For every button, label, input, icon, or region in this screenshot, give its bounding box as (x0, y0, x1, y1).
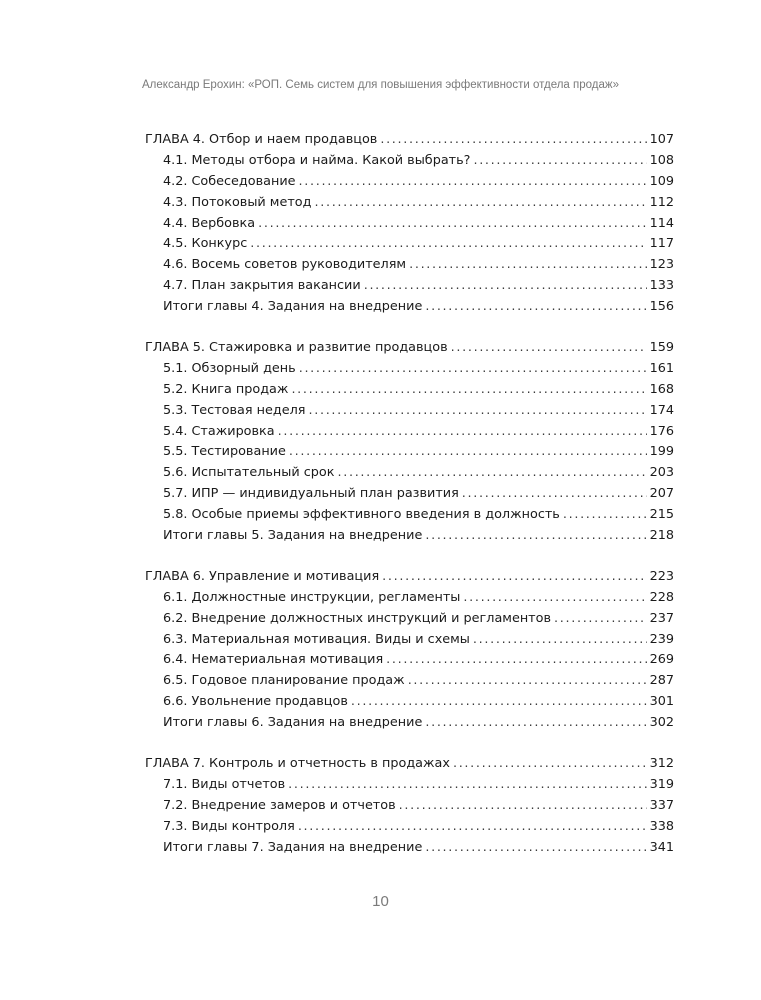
dot-leader (337, 463, 646, 484)
dot-leader (563, 505, 647, 526)
dot-leader (425, 526, 646, 547)
section-entry-page: 199 (649, 444, 674, 460)
chapter-entry-title: ГЛАВА 7. Контроль и отчетность в продажах (145, 756, 450, 772)
section-entry (145, 484, 674, 505)
chapter-entry (145, 338, 674, 359)
section-entry-page: 156 (649, 299, 674, 315)
dot-leader (308, 401, 646, 422)
section-entry (145, 609, 674, 630)
section-entry-page: 174 (649, 402, 674, 418)
section-entry (145, 442, 674, 463)
dot-leader (299, 359, 647, 380)
chapter-entry-title: ГЛАВА 6. Управление и мотивация (145, 568, 380, 584)
section-entry-title: 4.7. План закрытия вакансии (163, 278, 361, 294)
section-entry-page: 114 (649, 215, 674, 231)
dot-leader (298, 817, 647, 838)
section-entry-title: 5.4. Стажировка (163, 423, 275, 439)
section-entry (145, 588, 674, 609)
section-entry (145, 713, 674, 734)
page-number: 10 (372, 893, 389, 910)
section-entry (145, 172, 674, 193)
chapter-entry (145, 130, 674, 151)
section-entry-title: Итоги главы 6. Задания на внедрение (163, 715, 423, 731)
section-entry-title: 5.3. Тестовая неделя (163, 402, 306, 418)
dot-leader (250, 234, 646, 255)
dot-leader (425, 713, 646, 734)
section-entry (145, 630, 674, 651)
dot-leader (451, 338, 647, 359)
dot-leader (299, 172, 647, 193)
chapter-entry-page: 159 (649, 340, 674, 356)
section-entry-title: 4.6. Восемь советов руководителям (163, 257, 407, 273)
chapter-entry-page: 107 (649, 132, 674, 147)
section-entry-title: 4.5. Конкурс (163, 236, 248, 252)
section-entry-title: 5.6. Испытательный срок (163, 465, 335, 481)
section-entry-page: 301 (649, 694, 674, 710)
section-entry-title: 7.2. Внедрение замеров и отчетов (163, 797, 396, 813)
dot-leader (291, 380, 646, 401)
dot-leader (408, 671, 647, 692)
section-entry (145, 401, 674, 422)
dot-leader (473, 630, 647, 651)
section-entry (145, 692, 674, 713)
section-entry-page: 237 (649, 610, 674, 626)
section-entry-title: Итоги главы 7. Задания на внедрение (163, 839, 423, 855)
section-entry-title: 6.1. Должностные инструкции, регламенты (163, 589, 461, 605)
section-entry-title: Итоги главы 5. Задания на внедрение (163, 528, 423, 544)
section-entry-title: 6.3. Материальная мотивация. Виды и схемы (163, 631, 470, 647)
section-entry (145, 380, 674, 401)
section-entry-page: 215 (649, 507, 674, 523)
section-entry-page: 218 (649, 528, 674, 544)
section-entry-page: 341 (649, 839, 674, 855)
section-entry (145, 359, 674, 380)
dot-leader (351, 692, 647, 713)
chapter-entry (145, 754, 674, 775)
section-entry-title: 6.2. Внедрение должностных инструкций и регламентов (163, 610, 552, 626)
chapter-entry-page: 223 (649, 568, 674, 584)
section-entry-page: 239 (649, 631, 674, 647)
dot-leader (386, 650, 646, 671)
section-entry (145, 297, 674, 318)
dot-leader (278, 422, 647, 443)
section-entry (145, 193, 674, 214)
section-entry-title: 6.6. Увольнение продавцов (163, 694, 348, 710)
table-of-contents (145, 130, 674, 879)
section-entry-page: 338 (649, 818, 674, 834)
section-entry-page: 228 (649, 589, 674, 605)
dot-leader (364, 276, 647, 297)
section-entry (145, 463, 674, 484)
dot-leader (314, 193, 646, 214)
section-entry-page: 161 (649, 360, 674, 376)
section-entry-page: 319 (649, 776, 674, 792)
section-entry (145, 151, 674, 172)
chapter-block (145, 754, 674, 858)
section-entry-title: 6.5. Годовое планирование продаж (163, 673, 405, 689)
section-entry-title: 5.7. ИПР — индивидуальный план развития (163, 486, 459, 502)
section-entry-page: 109 (649, 173, 674, 189)
section-entry (145, 505, 674, 526)
section-entry (145, 234, 674, 255)
section-entry-page: 133 (649, 278, 674, 294)
chapter-block (145, 338, 674, 547)
chapter-block (145, 567, 674, 734)
section-entry-title: 4.3. Потоковый метод (163, 194, 312, 210)
running-header: Александр Ерохин: «РОП. Семь систем для повышения эффективности отдела продаж» (142, 79, 619, 91)
section-entry (145, 422, 674, 443)
section-entry-page: 176 (649, 423, 674, 439)
section-entry-title: 5.1. Обзорный день (163, 360, 296, 376)
dot-leader (382, 567, 646, 588)
section-entry (145, 671, 674, 692)
section-entry-title: 4.4. Вербовка (163, 215, 256, 231)
section-entry-title: Итоги главы 4. Задания на внедрение (163, 299, 423, 315)
section-entry-title: 7.3. Виды контроля (163, 818, 295, 834)
section-entry-title: 5.5. Тестирование (163, 444, 286, 460)
dot-leader (380, 130, 646, 151)
section-entry-title: 4.1. Методы отбора и найма. Какой выбрать? (163, 152, 471, 168)
section-entry-page: 108 (649, 152, 674, 168)
section-entry (145, 817, 674, 838)
section-entry-page: 302 (649, 715, 674, 731)
section-entry (145, 838, 674, 859)
chapter-entry-title: ГЛАВА 4. Отбор и наем продавцов (145, 132, 378, 147)
section-entry (145, 650, 674, 671)
section-entry (145, 796, 674, 817)
dot-leader (462, 484, 647, 505)
section-entry-page: 269 (649, 652, 674, 668)
dot-leader (288, 775, 646, 796)
section-entry-page: 168 (649, 381, 674, 397)
section-entry (145, 775, 674, 796)
chapter-entry (145, 567, 674, 588)
dot-leader (453, 754, 647, 775)
section-entry-title: 6.4. Нематериальная мотивация (163, 652, 384, 668)
section-entry-page: 287 (649, 673, 674, 689)
dot-leader (463, 588, 646, 609)
dot-leader (473, 151, 646, 172)
section-entry (145, 526, 674, 547)
dot-leader (425, 838, 646, 859)
dot-leader (409, 255, 646, 276)
dot-leader (258, 214, 646, 235)
section-entry-page: 203 (649, 465, 674, 481)
section-entry-title: 7.1. Виды отчетов (163, 776, 286, 792)
dot-leader (554, 609, 647, 630)
chapter-block (145, 130, 674, 318)
chapter-entry-page: 312 (649, 756, 674, 772)
section-entry (145, 214, 674, 235)
dot-leader (425, 297, 646, 318)
section-entry (145, 255, 674, 276)
section-entry-title: 5.8. Особые приемы эффективного введения в должность (163, 507, 560, 523)
dot-leader (289, 442, 647, 463)
chapter-entry-title: ГЛАВА 5. Стажировка и развитие продавцов (145, 340, 448, 356)
section-entry-page: 123 (649, 257, 674, 273)
section-entry-page: 117 (649, 236, 674, 252)
dot-leader (399, 796, 647, 817)
section-entry-page: 112 (649, 194, 674, 210)
section-entry-title: 4.2. Собеседование (163, 173, 296, 189)
section-entry-title: 5.2. Книга продаж (163, 381, 289, 397)
section-entry-page: 207 (649, 486, 674, 502)
section-entry-page: 337 (649, 797, 674, 813)
section-entry (145, 276, 674, 297)
